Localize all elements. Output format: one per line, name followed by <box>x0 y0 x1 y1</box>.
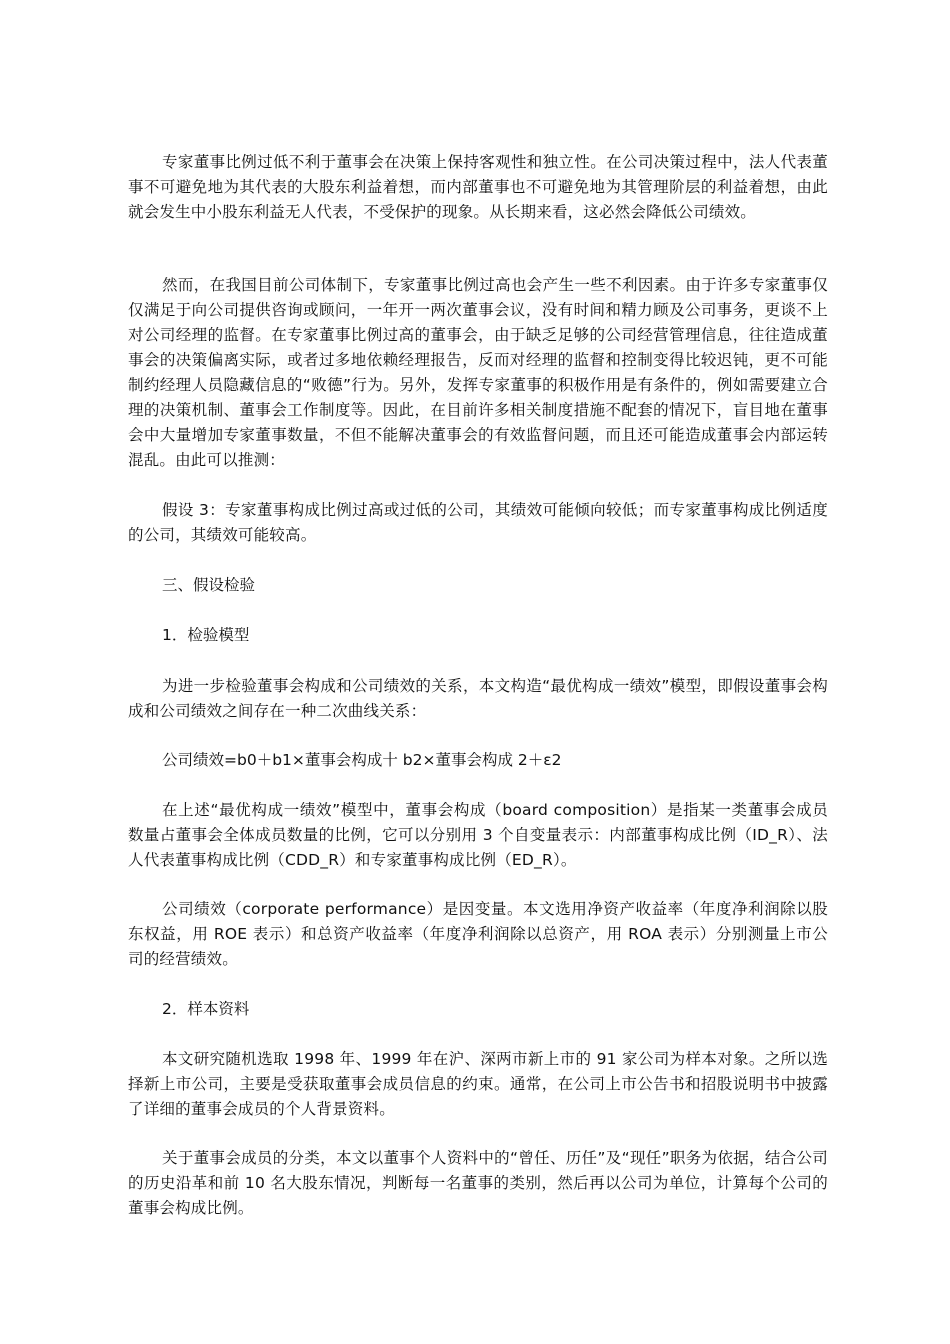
paragraph-model-intro: 为进一步检验董事会构成和公司绩效的关系，本文构造“最优构成一绩效”模型，即假设董事会构成和公司绩效之间存在一种二次曲线关系： <box>128 677 828 720</box>
paragraph-board-composition: 在上述“最优构成一绩效”模型中，董事会构成（board composition）是指某一类董事会成员数量占董事会全体成员数量的比例，它可以分别用 3 个自变量表示：内部董事构成比例（ID_R）、法人代表董事构成比例（CDD_R）和专家董事构成比例（ED_R）。 <box>128 801 828 869</box>
paragraph-expert-ratio-high: 然而，在我国目前公司体制下，专家董事比例过高也会产生一些不利因素。由于许多专家董事仅仅满足于向公司提供咨询或顾问，一年开一两次董事会议，没有时间和精力顾及公司事务，更谈不上对公司经理的监督。在专家董事比例过高的董事会，由于缺乏足够的公司经营管理信息，往往造成董事会的决策偏离实际，或者过多地依赖经理报告，反而对经理的监督和控制变得比较迟钝，更不可能制约经理人员隐藏信息的“败德”行为。另外，发挥专家董事的积极作用是有条件的，例如需要建立合理的决策机制、董事会工作制度等。因此，在目前许多相关制度措施不配套的情况下，盲目地在董事会中大量增加专家董事数量，不但不能解决董事会的有效监督问题，而且还可能造成董事会内部运转混乱。由此可以推测： <box>128 276 828 469</box>
section-heading-hypothesis-test: 三、假设检验 <box>162 576 256 594</box>
subheading-test-model: 1．检验模型 <box>162 626 250 644</box>
model-formula: 公司绩效=b0＋b1×董事会构成十 b2×董事会构成 2＋ε2 <box>162 751 562 769</box>
paragraph-director-classification: 关于董事会成员的分类，本文以董事个人资料中的“曾任、历任”及“现任”职务为依据，结合公司的历史沿革和前 10 名大股东情况，判断每一名董事的类别，然后再以公司为单位，计算每个公司的董事会构成比例。 <box>128 1149 828 1217</box>
paragraph-sample-selection: 本文研究随机选取 1998 年、1999 年在沪、深两市新上市的 91 家公司为样本对象。之所以选择新上市公司，主要是受获取董事会成员信息的约束。通常，在公司上市公告书和招股说明书中披露了详细的董事会成员的个人背景资料。 <box>128 1050 828 1118</box>
subheading-sample-data: 2．样本资料 <box>162 1000 250 1018</box>
paragraph-expert-ratio-low: 专家董事比例过低不利于董事会在决策上保持客观性和独立性。在公司决策过程中，法人代表董事不可避免地为其代表的大股东利益着想，而内部董事也不可避免地为其管理阶层的利益着想，由此就会发生中小股东利益无人代表，不受保护的现象。从长期来看，这必然会降低公司绩效。 <box>128 153 828 221</box>
paragraph-hypothesis-3: 假设 3：专家董事构成比例过高或过低的公司，其绩效可能倾向较低；而专家董事构成比例适度的公司，其绩效可能较高。 <box>128 501 828 544</box>
paragraph-corporate-performance: 公司绩效（corporate performance）是因变量。本文选用净资产收益率（年度净利润除以股东权益，用 ROE 表示）和总资产收益率（年度净利润除以总资产，用 ROA 表示）分别测量上市公司的经营绩效。 <box>128 900 828 968</box>
